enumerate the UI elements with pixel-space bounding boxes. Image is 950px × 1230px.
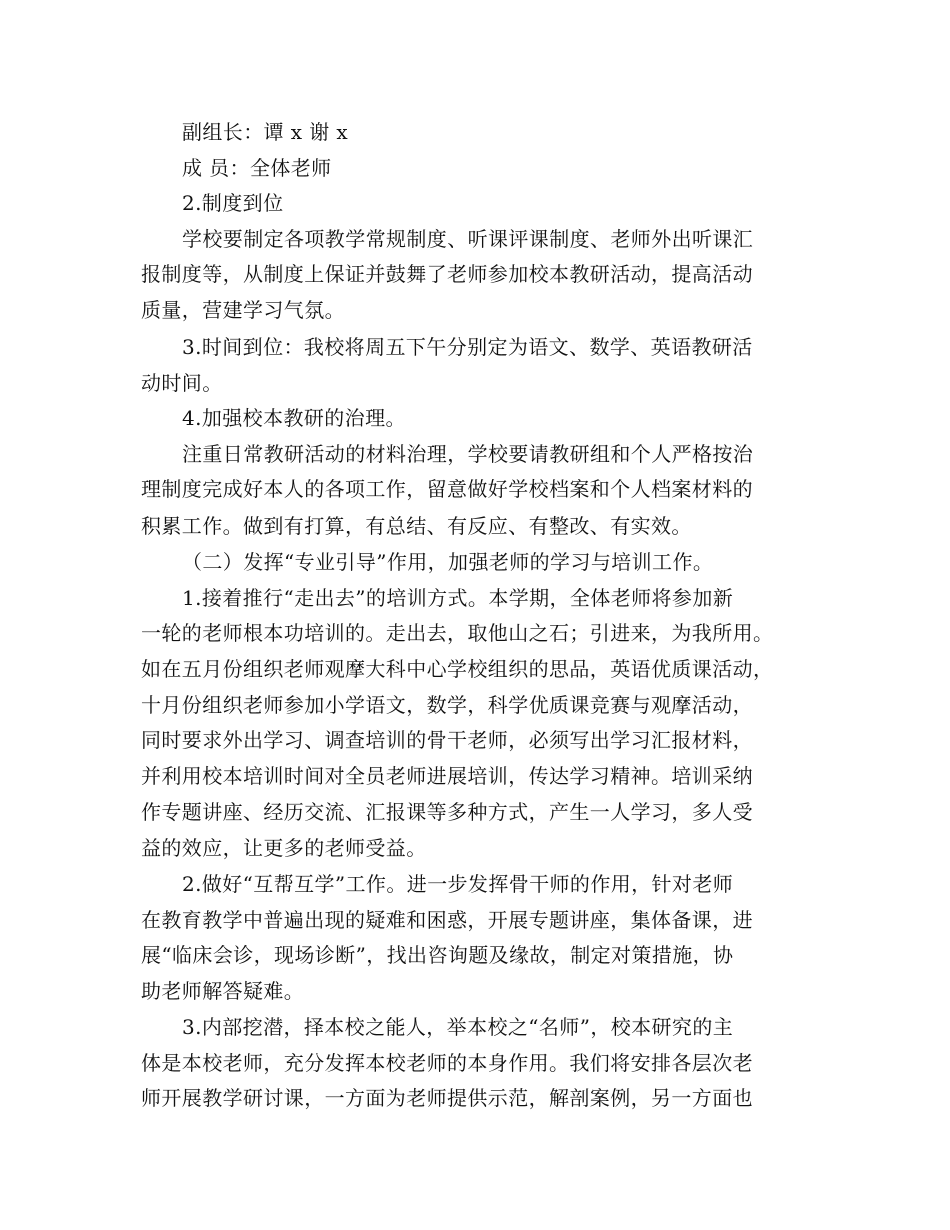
text-line: 师开展教学研讨课，一方面为老师提供示范，解剖案例，另一方面也	[141, 1086, 753, 1110]
text-line: 作专题讲座、经历交流、汇报课等多种方式，产生一人学习，多人受	[141, 800, 753, 824]
text-line: 展“临床会诊，现场诊断”，找出咨询题及缘故，制定对策措施，协	[141, 943, 734, 967]
text-line: 一轮的老师根本功培训的。走出去，取他山之石；引进来，为我所用。	[141, 621, 774, 645]
text-line: 副组长：谭 x 谢 x	[182, 120, 349, 144]
text-line: 积累工作。做到有打算，有总结、有反应、有整改、有实效。	[141, 514, 692, 538]
text-line: 学校要制定各项教学常规制度、听课评课制度、老师外出听课汇	[182, 227, 754, 251]
text-line: 在教育教学中普遍出现的疑难和困惑，开展专题讲座，集体备课，进	[141, 908, 753, 932]
text-line: 2.制度到位	[182, 191, 284, 215]
text-line: 注重日常教研活动的材料治理，学校要请教研组和个人严格按治	[182, 442, 754, 466]
text-line: 3.时间到位：我校将周五下午分别定为语文、数学、英语教研活	[182, 335, 753, 359]
text-line: 报制度等，从制度上保证并鼓舞了老师参加校本教研活动，提高活动	[141, 262, 753, 286]
text-line: 十月份组织老师参加小学语文，数学，科学优质课竞赛与观摩活动，	[141, 693, 753, 717]
text-line: 理制度完成好本人的各项工作，留意做好学校档案和个人档案材料的	[141, 477, 753, 501]
text-line: 并利用校本培训时间对全员老师进展培训，传达学习精神。培训采纳	[141, 764, 753, 788]
text-line: 益的效应，让更多的老师受益。	[141, 836, 427, 860]
text-line: 2.做好“互帮互学”工作。进一步发挥骨干师的作用，针对老师	[182, 872, 734, 896]
text-line: 助老师解答疑难。	[141, 979, 305, 1003]
text-line: 如在五月份组织老师观摩大科中心学校组织的思品，英语优质课活动，	[141, 657, 774, 681]
text-line: 质量，营建学习气氛。	[141, 298, 345, 322]
text-line: 成 员：全体老师	[182, 156, 332, 180]
text-line: 1.接着推行“走出去”的培训方式。本学期，全体老师将参加新	[182, 586, 734, 610]
text-line: 4.加强校本教研的治理。	[182, 406, 406, 430]
text-line: 同时要求外出学习、调查培训的骨干老师，必须写出学习汇报材料，	[141, 728, 753, 752]
text-line: 3.内部挖潜，择本校之能人，举本校之“名师”，校本研究的主	[182, 1015, 734, 1039]
text-line: 体是本校老师，充分发挥本校老师的本身作用。我们将安排各层次老	[141, 1051, 753, 1075]
text-line: （二）发挥“专业引导”作用，加强老师的学习与培训工作。	[182, 550, 714, 574]
text-line: 动时间。	[141, 371, 223, 395]
